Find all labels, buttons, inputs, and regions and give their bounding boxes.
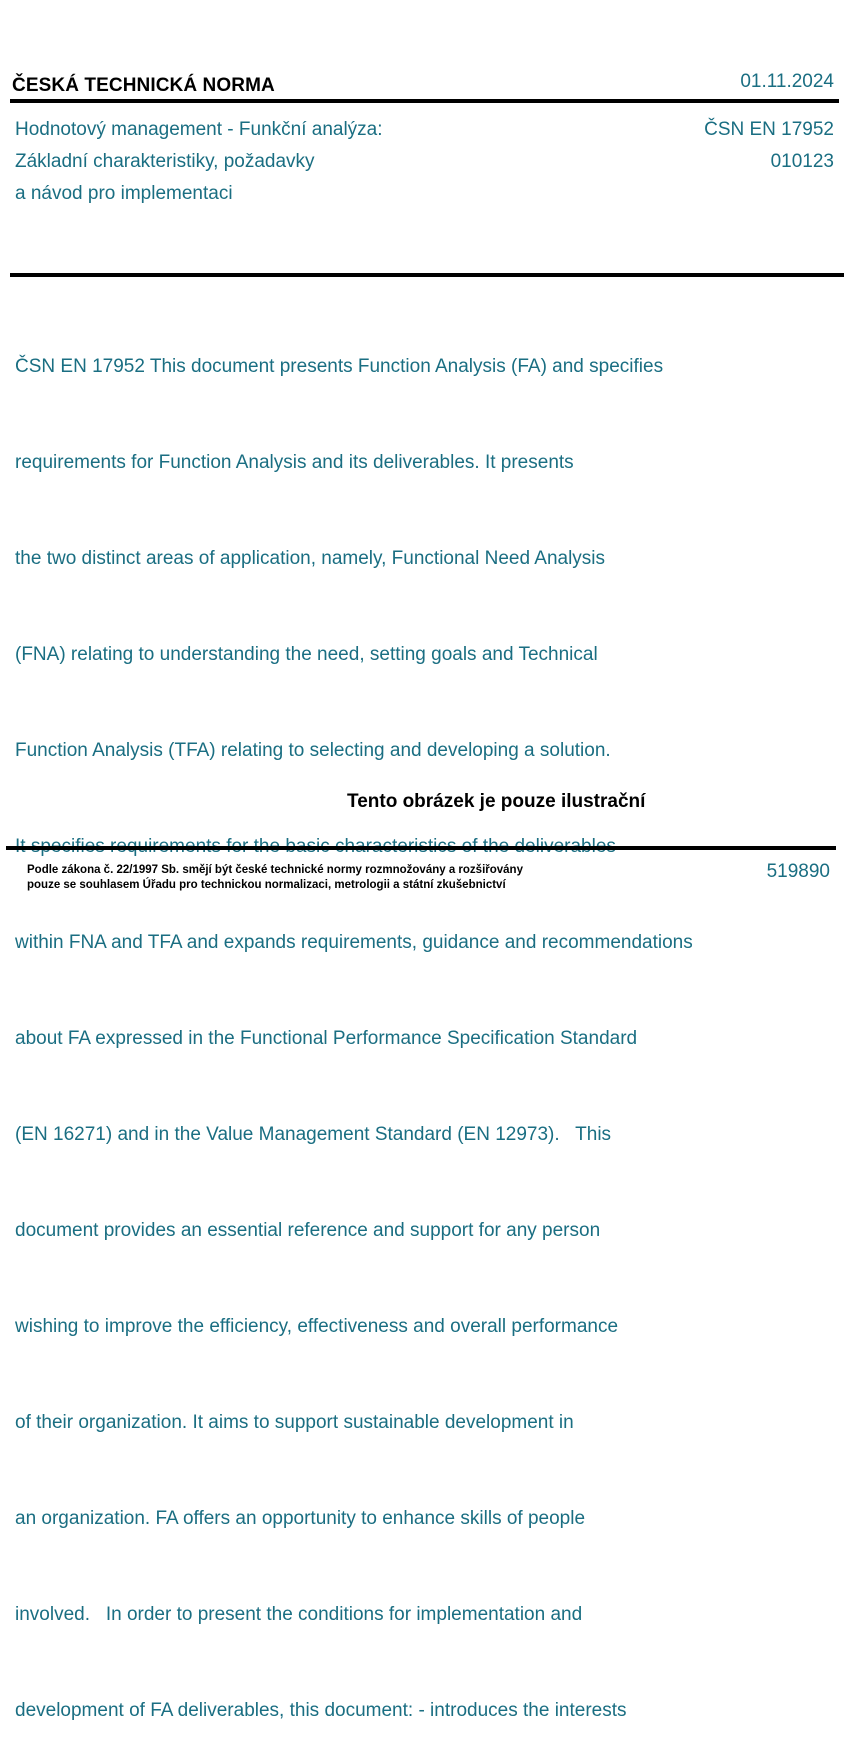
title-line: Hodnotový management - Funkční analýza: [15, 119, 383, 140]
abstract-line: within FNA and TFA and expands requirements, guidance and recommendations [15, 932, 693, 953]
classification-code: 010123 [770, 151, 834, 172]
top-divider [10, 99, 839, 103]
abstract-line: about FA expressed in the Functional Performance Specification Standard [15, 1028, 638, 1049]
abstract-line: development of FA deliverables, this document: - introduces the interests [15, 1700, 627, 1721]
abstract-line: (EN 16271) and in the Value Management Standard (EN 12973). This [15, 1124, 612, 1145]
standard-number: ČSN EN 17952 [704, 119, 834, 140]
title-line: Základní charakteristiky, požadavky [15, 151, 315, 172]
standard-codes [704, 114, 834, 178]
title-line: a návod pro implementaci [15, 183, 233, 204]
legal-line: pouze se souhlasem Úřadu pro technickou normalizaci, metrologii a státní zkušebnictví [27, 879, 506, 891]
document-title [15, 114, 383, 210]
bottom-divider [6, 846, 836, 850]
middle-divider [10, 273, 844, 277]
abstract-line: Function Analysis (TFA) relating to selecting and developing a solution. [15, 740, 611, 761]
abstract-line: ČSN EN 17952 This document presents Function Analysis (FA) and specifies [15, 356, 664, 377]
norm-title: ČESKÁ TECHNICKÁ NORMA [12, 75, 275, 96]
abstract-line: wishing to improve the efficiency, effectiveness and overall performance [15, 1316, 619, 1337]
legal-notice [27, 863, 523, 893]
illustration-note: Tento obrázek je pouze ilustrační [347, 791, 646, 812]
publication-date: 01.11.2024 [740, 71, 834, 92]
abstract-line: (FNA) relating to understanding the need, setting goals and Technical [15, 644, 598, 665]
abstract-line: of their organization. It aims to support sustainable development in [15, 1412, 574, 1433]
abstract-line: involved. In order to present the conditions for implementation and [15, 1604, 583, 1625]
footer-code: 519890 [766, 861, 830, 882]
abstract-text [15, 287, 693, 1759]
abstract-line: requirements for Function Analysis and its deliverables. It presents [15, 452, 574, 473]
abstract-line: document provides an essential reference and support for any person [15, 1220, 601, 1241]
abstract-line: the two distinct areas of application, namely, Functional Need Analysis [15, 548, 606, 569]
legal-line: Podle zákona č. 22/1997 Sb. smějí být české technické normy rozmnožovány a rozšiřovány [27, 864, 523, 876]
abstract-line: an organization. FA offers an opportunity to enhance skills of people [15, 1508, 586, 1529]
